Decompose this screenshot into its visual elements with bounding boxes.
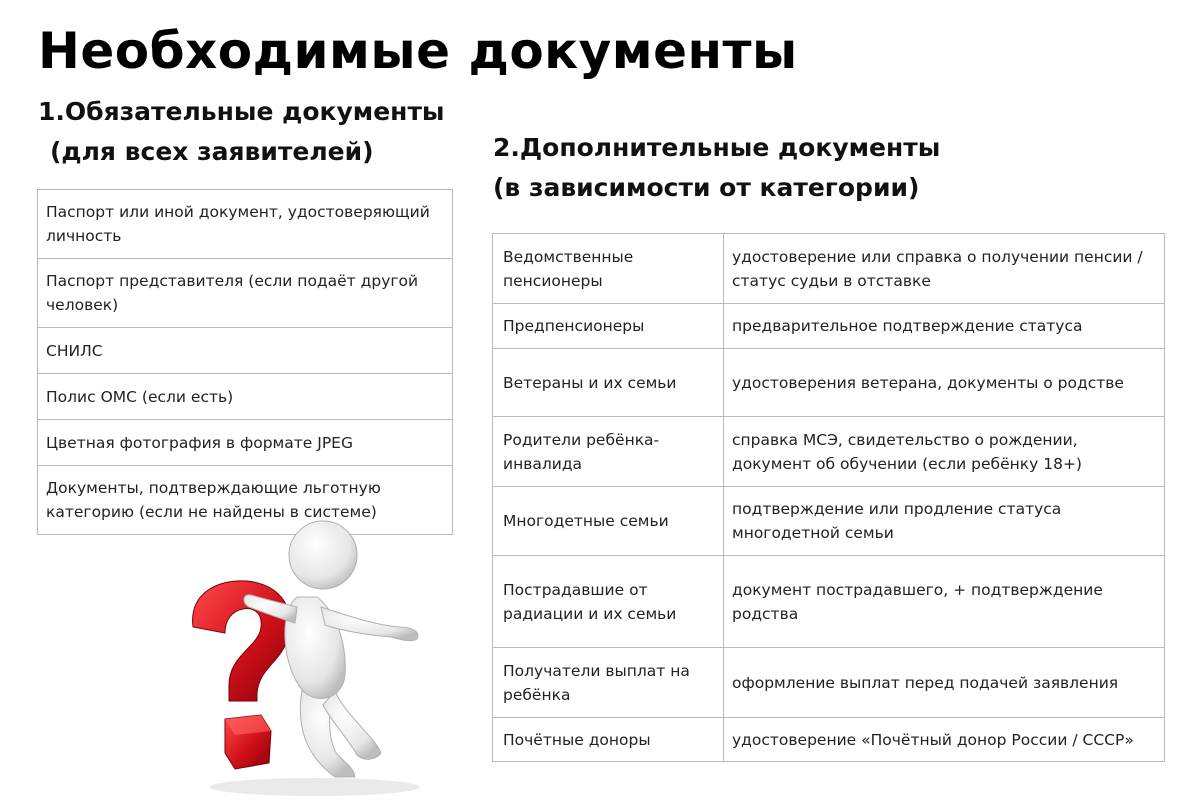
documents-cell: оформление выплат перед подачей заявления (724, 648, 1165, 718)
table-row (493, 304, 1165, 349)
category-cell: Получатели выплат на ребёнка (493, 648, 724, 718)
person-leaning-on-question-mark-icon (185, 515, 445, 800)
page-title: Необходимые документы (38, 22, 798, 80)
table-cell: Цветная фотография в формате JPEG (38, 420, 453, 466)
table-row (493, 718, 1165, 762)
documents-cell: документ пострадавшего, + подтверждение родства (724, 556, 1165, 648)
section1-heading-line1: 1.Обязательные документы (38, 97, 445, 126)
category-cell: Многодетные семьи (493, 487, 724, 556)
table-cell: СНИЛС (38, 328, 453, 374)
table-cell: Документы, подтверждающие льготную категорию (если не найдены в системе) (38, 466, 453, 535)
table-row (493, 234, 1165, 304)
table-row (38, 374, 453, 420)
table-row (38, 190, 453, 259)
table-row (493, 417, 1165, 487)
category-cell: Ветераны и их семьи (493, 349, 724, 417)
table-row (493, 487, 1165, 556)
table-row (493, 648, 1165, 718)
category-cell: Почётные доноры (493, 718, 724, 762)
section2-heading-line1: 2.Дополнительные документы (493, 133, 941, 162)
table-row (493, 349, 1165, 417)
section2-heading (493, 128, 940, 208)
table-cell: Паспорт представителя (если подаёт другой человек) (38, 259, 453, 328)
section1-heading-line2: (для всех заявителей) (50, 137, 374, 166)
documents-cell: предварительное подтверждение статуса (724, 304, 1165, 349)
table-cell: Полис ОМС (если есть) (38, 374, 453, 420)
documents-cell: удостоверения ветерана, документы о родстве (724, 349, 1165, 417)
mandatory-documents-table (37, 189, 453, 535)
category-cell: Пострадавшие от радиации и их семьи (493, 556, 724, 648)
table-row (493, 556, 1165, 648)
table-row (38, 420, 453, 466)
documents-cell: удостоверение «Почётный донор России / СССР» (724, 718, 1165, 762)
documents-cell: справка МСЭ, свидетельство о рождении, документ об обучении (если ребёнку 18+) (724, 417, 1165, 487)
documents-cell: подтверждение или продление статуса многодетной семьи (724, 487, 1165, 556)
section2-heading-line2: (в зависимости от категории) (493, 173, 920, 202)
category-cell: Ведомственные пенсионеры (493, 234, 724, 304)
category-cell: Родители ребёнка-инвалида (493, 417, 724, 487)
additional-documents-table (492, 233, 1165, 762)
table-row (38, 259, 453, 328)
category-cell: Предпенсионеры (493, 304, 724, 349)
table-cell: Паспорт или иной документ, удостоверяющий личность (38, 190, 453, 259)
documents-cell: удостоверение или справка о получении пенсии / статус судьи в отставке (724, 234, 1165, 304)
table-row (38, 328, 453, 374)
section1-heading (38, 92, 445, 172)
